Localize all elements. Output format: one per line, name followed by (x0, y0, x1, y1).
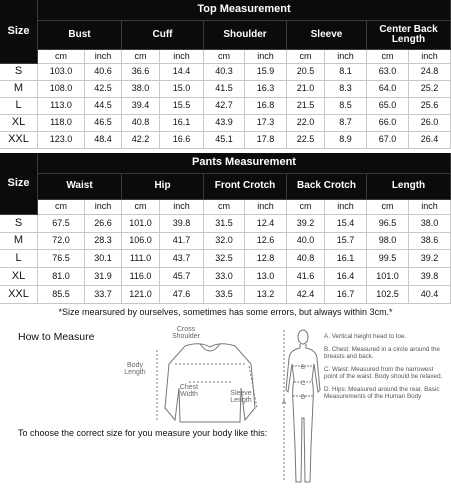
shirt-outline-icon (145, 338, 275, 430)
pants-value-cell: 15.7 (325, 233, 367, 250)
pants-value-cell: 38.0 (409, 215, 451, 233)
top-value-cell: 20.5 (287, 64, 325, 81)
pants-unit-header: inch (160, 200, 204, 215)
pants-value-cell: 67.5 (38, 215, 85, 233)
pants-value-cell: 39.2 (409, 250, 451, 268)
step-d: D. Hips: Measured around the rear. Basic Measurements of the Human Body (324, 386, 440, 401)
top-unit-header: inch (409, 50, 451, 64)
pants-value-cell: 30.1 (85, 250, 122, 268)
top-value-cell: 8.3 (325, 81, 367, 98)
pants-value-cell: 42.4 (287, 286, 325, 304)
pants-size-cell: XL (0, 268, 38, 286)
pants-value-cell: 12.4 (245, 215, 287, 233)
pants-value-cell: 99.5 (367, 250, 409, 268)
pants-unit-header: cm (287, 200, 325, 215)
pants-value-cell: 96.5 (367, 215, 409, 233)
top-value-cell: 21.5 (287, 98, 325, 115)
pants-value-cell: 32.0 (204, 233, 245, 250)
top-value-cell: 15.5 (160, 98, 204, 115)
top-value-cell: 8.7 (325, 115, 367, 132)
how-to-measure-title: How to Measure (18, 331, 95, 343)
pants-unit-header: cm (38, 200, 85, 215)
top-unit-header: cm (38, 50, 85, 64)
top-size-cell: L (0, 98, 38, 115)
pants-value-cell: 12.8 (245, 250, 287, 268)
pants-value-cell: 40.8 (287, 250, 325, 268)
top-unit-header: inch (325, 50, 367, 64)
measurement-note: *Size mearsured by ourselves, sometimes has some errors, but always within 3cm.* (58, 307, 393, 317)
pants-size-cell: XXL (0, 286, 38, 304)
top-value-cell: 16.8 (245, 98, 287, 115)
top-value-cell: 14.4 (160, 64, 204, 81)
top-unit-header: cm (204, 50, 245, 64)
top-value-cell: 26.4 (409, 132, 451, 149)
pants-size-cell: S (0, 215, 38, 233)
top-value-cell: 123.0 (38, 132, 85, 149)
top-group-header: Center Back Length (367, 21, 451, 50)
pants-value-cell: 31.9 (85, 268, 122, 286)
pants-value-cell: 85.5 (38, 286, 85, 304)
top-value-cell: 65.0 (367, 98, 409, 115)
pants-value-cell: 101.0 (367, 268, 409, 286)
top-unit-header: cm (122, 50, 160, 64)
pants-value-cell: 121.0 (122, 286, 160, 304)
pants-group-header: Waist (38, 174, 122, 200)
top-value-cell: 113.0 (38, 98, 85, 115)
top-size-cell: XL (0, 115, 38, 132)
top-value-cell: 66.0 (367, 115, 409, 132)
pants-value-cell: 102.5 (367, 286, 409, 304)
top-value-cell: 26.0 (409, 115, 451, 132)
top-value-cell: 63.0 (367, 64, 409, 81)
figure-letter-b: B (301, 365, 306, 371)
pants-value-cell: 111.0 (122, 250, 160, 268)
figure-letter-a: A (282, 400, 287, 406)
pants-value-cell: 45.7 (160, 268, 204, 286)
pants-value-cell: 16.7 (325, 286, 367, 304)
pants-size-cell: L (0, 250, 38, 268)
top-value-cell: 16.6 (160, 132, 204, 149)
top-value-cell: 45.1 (204, 132, 245, 149)
top-value-cell: 42.2 (122, 132, 160, 149)
top-size-cell: XXL (0, 132, 38, 149)
measurement-steps (324, 333, 448, 406)
pants-value-cell: 16.1 (325, 250, 367, 268)
top-table-title: Top Measurement (38, 0, 451, 21)
top-value-cell: 17.8 (245, 132, 287, 149)
top-value-cell: 42.7 (204, 98, 245, 115)
pants-value-cell: 33.0 (204, 268, 245, 286)
pants-group-header: Back Crotch (287, 174, 367, 200)
top-unit-header: inch (160, 50, 204, 64)
top-group-header: Bust (38, 21, 122, 50)
top-value-cell: 118.0 (38, 115, 85, 132)
pants-group-header: Hip (122, 174, 204, 200)
pants-value-cell: 33.5 (204, 286, 245, 304)
top-value-cell: 15.0 (160, 81, 204, 98)
top-size-cell: S (0, 64, 38, 81)
figure-letter-d: D (301, 395, 306, 401)
top-value-cell: 17.3 (245, 115, 287, 132)
top-value-cell: 43.9 (204, 115, 245, 132)
top-value-cell: 44.5 (85, 98, 122, 115)
top-value-cell: 15.9 (245, 64, 287, 81)
sleeve-length-label: Sleeve Length (230, 390, 252, 405)
pants-value-cell: 39.8 (160, 215, 204, 233)
pants-value-cell: 31.5 (204, 215, 245, 233)
top-group-header: Shoulder (204, 21, 287, 50)
pants-value-cell: 13.2 (245, 286, 287, 304)
choose-size-text: To choose the correct size for you measure your body like this: (18, 428, 268, 438)
pants-unit-header: cm (367, 200, 409, 215)
top-value-cell: 48.4 (85, 132, 122, 149)
top-value-cell: 42.5 (85, 81, 122, 98)
top-value-cell: 67.0 (367, 132, 409, 149)
body-length-label: Body Length (124, 362, 146, 377)
pants-value-cell: 16.4 (325, 268, 367, 286)
pants-value-cell: 81.0 (38, 268, 85, 286)
top-value-cell: 103.0 (38, 64, 85, 81)
pants-group-header: Length (367, 174, 451, 200)
pants-value-cell: 98.0 (367, 233, 409, 250)
top-unit-header: cm (367, 50, 409, 64)
pants-table-title: Pants Measurement (38, 153, 451, 174)
top-value-cell: 40.8 (122, 115, 160, 132)
chest-width-label: Chest Width (179, 384, 199, 399)
top-unit-header: cm (287, 50, 325, 64)
pants-value-cell: 26.6 (85, 215, 122, 233)
pants-value-cell: 32.5 (204, 250, 245, 268)
top-value-cell: 21.0 (287, 81, 325, 98)
top-value-cell: 22.0 (287, 115, 325, 132)
pants-unit-header: cm (204, 200, 245, 215)
top-value-cell: 8.9 (325, 132, 367, 149)
body-figure-icon (282, 328, 324, 490)
top-group-header: Sleeve (287, 21, 367, 50)
pants-value-cell: 116.0 (122, 268, 160, 286)
top-value-cell: 40.6 (85, 64, 122, 81)
pants-value-cell: 28.3 (85, 233, 122, 250)
pants-value-cell: 41.7 (160, 233, 204, 250)
pants-unit-header: inch (245, 200, 287, 215)
pants-size-cell: M (0, 233, 38, 250)
top-value-cell: 46.5 (85, 115, 122, 132)
pants-value-cell: 106.0 (122, 233, 160, 250)
step-c: C. Waist: Measured from the narrowest point of the waist. Body should be relaxed. (324, 366, 443, 381)
top-value-cell: 38.0 (122, 81, 160, 98)
pants-value-cell: 15.4 (325, 215, 367, 233)
top-unit-header: inch (245, 50, 287, 64)
top-value-cell: 24.8 (409, 64, 451, 81)
top-value-cell: 108.0 (38, 81, 85, 98)
pants-group-header: Front Crotch (204, 174, 287, 200)
pants-value-cell: 76.5 (38, 250, 85, 268)
top-value-cell: 36.6 (122, 64, 160, 81)
top-value-cell: 16.1 (160, 115, 204, 132)
pants-value-cell: 47.6 (160, 286, 204, 304)
pants-unit-header: inch (409, 200, 451, 215)
pants-value-cell: 40.0 (287, 233, 325, 250)
step-a: A. Vertical height head to toe. (324, 333, 407, 340)
top-value-cell: 64.0 (367, 81, 409, 98)
figure-letter-c: C (301, 381, 306, 387)
pants-value-cell: 41.6 (287, 268, 325, 286)
pants-value-cell: 40.4 (409, 286, 451, 304)
pants-value-cell: 33.7 (85, 286, 122, 304)
pants-value-cell: 39.8 (409, 268, 451, 286)
top-value-cell: 25.2 (409, 81, 451, 98)
pants-value-cell: 101.0 (122, 215, 160, 233)
pants-value-cell: 39.2 (287, 215, 325, 233)
top-group-header: Cuff (122, 21, 204, 50)
pants-value-cell: 13.0 (245, 268, 287, 286)
pants-size-header: Size (0, 153, 38, 215)
top-unit-header: inch (85, 50, 122, 64)
pants-value-cell: 12.6 (245, 233, 287, 250)
pants-unit-header: inch (325, 200, 367, 215)
pants-value-cell: 43.7 (160, 250, 204, 268)
top-value-cell: 40.3 (204, 64, 245, 81)
pants-unit-header: inch (85, 200, 122, 215)
top-value-cell: 8.1 (325, 64, 367, 81)
top-value-cell: 39.4 (122, 98, 160, 115)
top-size-header: Size (0, 0, 38, 64)
top-value-cell: 22.5 (287, 132, 325, 149)
top-size-cell: M (0, 81, 38, 98)
pants-value-cell: 72.0 (38, 233, 85, 250)
cross-shoulder-label: Cross Shoulder (171, 326, 201, 341)
pants-value-cell: 38.6 (409, 233, 451, 250)
top-value-cell: 8.5 (325, 98, 367, 115)
top-value-cell: 41.5 (204, 81, 245, 98)
pants-unit-header: cm (122, 200, 160, 215)
top-value-cell: 25.6 (409, 98, 451, 115)
top-value-cell: 16.3 (245, 81, 287, 98)
step-b: B. Chest: Measured in a circle around the breasts and back. (324, 346, 440, 361)
